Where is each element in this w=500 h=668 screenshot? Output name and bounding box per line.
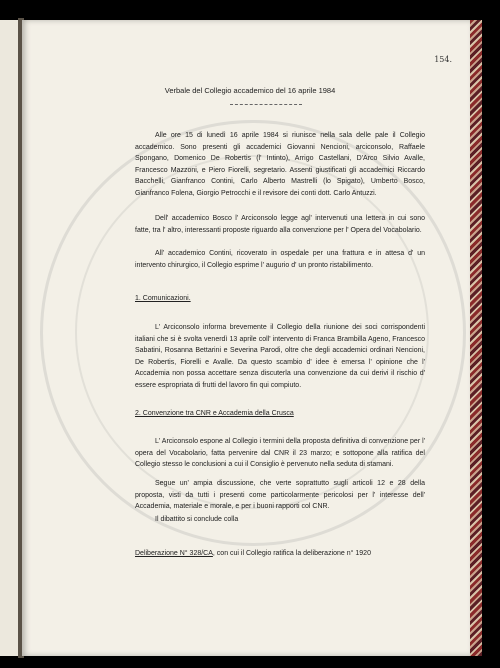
resolution-text: , con cui il Collegio ratifica la deliberazione n° 1920 — [212, 550, 371, 557]
document-title: Verbale del Collegio accademico del 16 aprile 1984 — [164, 86, 336, 95]
section-heading-convention: 2. Convenzione tra CNR e Accademia della Crusca — [135, 410, 294, 417]
paragraph-attendance: Alle ore 15 di lunedì 16 aprile 1984 si riunisce nella sala delle pale il Collegio accademico. Sono presenti gli accademici Giovanni Nencioni, arciconsolo, Raffaele Spongano, Domenico De Robertis (l' Intinto), Arrigo Castellani, D'Arco Silvio Avalle, Francesco Mazzoni, e Piero Fiorelli, segretario. Assenti giustificati gli accademici Riccardo Bacchelli, Gianfranco Contini, Carlo Alberto Mastrelli (lo Spigato), Umberto Bosco, Gianfranco Folena, Giorgio Petrocchi e il revisore dei conti dott. Carlo Antuzzi. — [135, 132, 425, 197]
paragraph-meeting-report: L' Arciconsolo informa brevemente il Collegio della riunione dei soci corrispondenti italiani che si è svolta venerdì 13 aprile coll' intervento di Franca Brambilla Ageno, Francesco Sabatini, Rosanna Bettarini e Severina Parodi, oltre che degli accademici ordinari Nencioni, De Robertis, Fiorelli e Avalle. Da questo scambio d' idee è emersa l' opinione che l' Accademia non possa accettare senza discuterla una convenzione da cui derivi il rischio d' essere espropriata di frutti del lavoro fin qui compiuto. — [135, 324, 425, 389]
marbled-edge — [470, 20, 482, 656]
resolution-reference: Deliberazione N° 328/CA — [135, 550, 213, 557]
resolution-line — [135, 550, 435, 557]
facing-page-edge — [0, 20, 18, 656]
paragraph-bosco-letter: Dell' accademico Bosco l' Arciconsolo legge agl' intervenuti una lettera in cui sono fatte, tra l' altro, interessanti proposte riguardo alla convenzione per l' Opera del Vocabolario. — [135, 215, 425, 234]
paragraph-convention-terms: L' Arciconsolo espone al Collegio i termini della proposta definitiva di convenzione per l' opera del Vocabolario, fatta pervenire dal CNR il 23 marzo; e sottopone alla ratifica del Collegio stesso le conclusioni a cui il Consiglio è pervenuto nella seduta di stamani. — [135, 438, 425, 469]
paragraph-contini: All' accademico Contini, ricoverato in ospedale per una frattura e in attesa d' un intervento chirurgico, il Collegio esprime l' augurio d' un pronto ristabilimento. — [135, 250, 425, 269]
paragraph-conclusion: Il dibattito si conclude colla — [155, 516, 239, 523]
section-heading-communications: 1. Comunicazioni. — [135, 295, 191, 302]
page-number: 154. — [434, 55, 452, 64]
paragraph-discussion: Segue un' ampia discussione, che verte soprattutto sugli articoli 12 e 28 della proposta, visti da tutti i presenti come particolarmente pericolosi per l' interesse dell' Accademia, materiale e morale, e per i buoni rapporti col CNR. — [135, 480, 425, 511]
title-underline — [230, 104, 302, 105]
